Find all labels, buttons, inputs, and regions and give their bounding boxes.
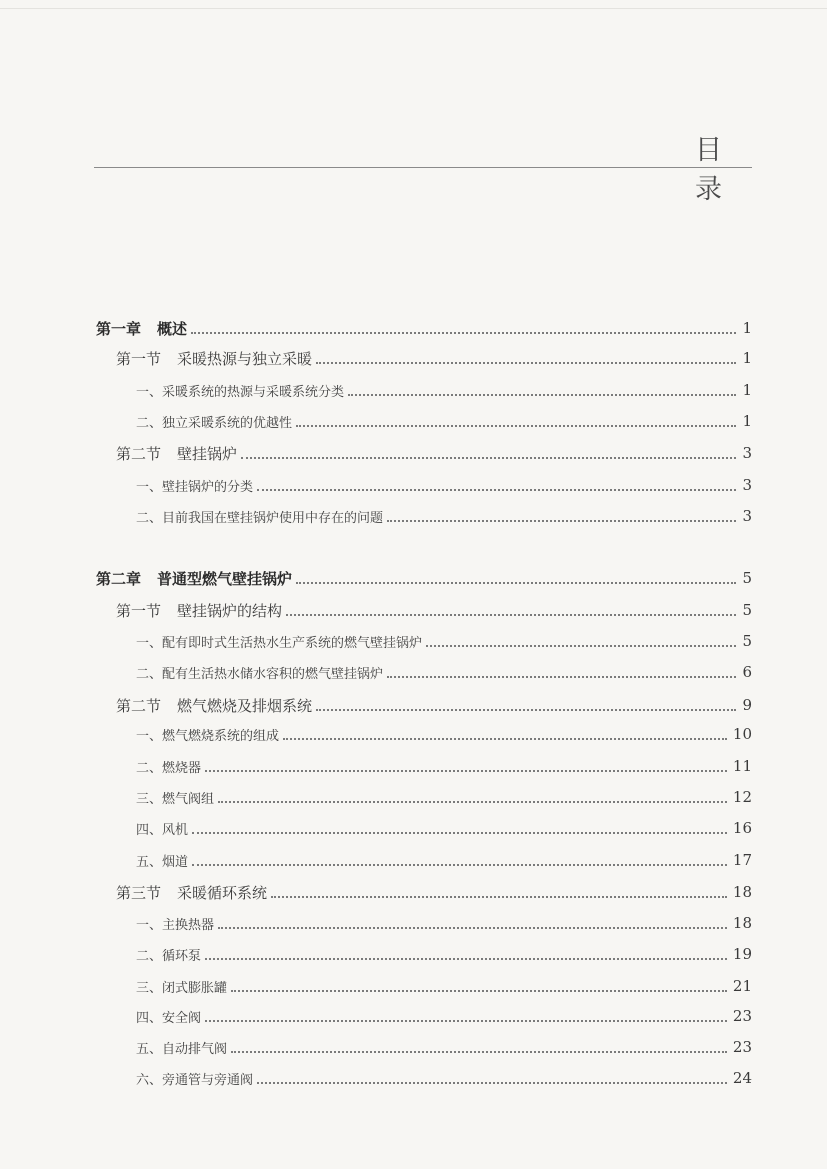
toc-page-number: 11 [732, 757, 752, 775]
toc-page-number: 10 [732, 725, 752, 743]
toc-entry-text: 配有即时式生活热水生产系统的燃气壁挂锅炉 [162, 635, 423, 651]
toc-entry-text: 燃气燃烧系统的组成 [162, 728, 280, 744]
toc-entry-text: 循环泵 [162, 948, 202, 964]
toc-entry-number: 五、 [136, 854, 163, 870]
toc-entry-number: 一、 [136, 479, 163, 495]
toc-entry-text: 普通型燃气壁挂锅炉 [157, 569, 293, 588]
toc-entry-label [116, 348, 312, 369]
toc-entry-label [136, 851, 188, 870]
toc-entry-text: 独立采暖系统的优越性 [162, 415, 293, 431]
toc-entry-number: 第三节 [116, 883, 162, 902]
toc-entry [136, 629, 752, 653]
toc-entry-number: 五、 [136, 1041, 163, 1057]
toc-entry-text: 燃烧器 [162, 760, 202, 776]
toc-page-number: 1 [742, 381, 752, 399]
toc-entry-text: 目前我国在壁挂锅炉使用中存在的问题 [162, 510, 384, 526]
toc-entry-text: 壁挂锅炉 [177, 444, 238, 463]
toc-entry-number: 三、 [136, 791, 163, 807]
leader-dots [286, 613, 736, 616]
toc-entry-text: 壁挂锅炉的分类 [162, 479, 254, 495]
leader-dots [316, 361, 736, 364]
toc-entry-text: 闭式膨胀罐 [162, 980, 228, 996]
toc-page-number: 18 [732, 914, 752, 932]
leader-dots [387, 519, 736, 522]
page-title: 目 录 [695, 135, 750, 205]
toc-entry-number: 第一节 [116, 349, 162, 368]
toc-entry [136, 473, 752, 497]
toc-entry-label [136, 632, 422, 651]
toc-entry-label [136, 381, 344, 400]
toc-entry-label [136, 476, 253, 495]
leader-dots [205, 769, 727, 772]
toc-entry-text: 壁挂锅炉的结构 [177, 601, 283, 620]
toc-entry [116, 880, 752, 904]
toc-entry-number: 四、 [136, 1010, 163, 1026]
toc-entry-label [96, 318, 187, 339]
toc-entry-number: 二、 [136, 760, 163, 776]
toc-entry-number: 二、 [136, 666, 163, 682]
toc-entry-label [136, 725, 279, 744]
leader-dots [231, 989, 727, 992]
toc-entry-text: 配有生活热水储水容积的燃气壁挂锅炉 [162, 666, 384, 682]
toc-entry-label [136, 945, 201, 964]
toc-entry-number: 四、 [136, 822, 163, 838]
leader-dots [218, 926, 727, 929]
toc-entry-text: 采暖热源与独立采暖 [177, 349, 313, 368]
toc-page-number: 21 [732, 977, 752, 995]
toc-entry [136, 1035, 752, 1059]
toc-page-number: 16 [732, 819, 752, 837]
toc-entry [136, 848, 752, 872]
toc-entry [96, 316, 752, 340]
toc-page-number: 23 [732, 1038, 752, 1056]
toc-entry-text: 概述 [157, 319, 188, 338]
toc-page-number: 12 [732, 788, 752, 806]
toc-entry-label [136, 1007, 201, 1026]
toc-entry-label [136, 977, 227, 996]
toc-entry-label [116, 600, 282, 621]
leader-dots [283, 737, 727, 740]
toc-entry-number: 第一节 [116, 601, 162, 620]
toc-entry-number: 二、 [136, 948, 163, 964]
toc-entry [136, 911, 752, 935]
toc-page-number: 6 [742, 663, 752, 681]
toc-entry [116, 441, 752, 465]
leader-dots [316, 708, 736, 711]
toc-entry [136, 1004, 752, 1028]
toc-entry [116, 346, 752, 370]
toc-page-number: 24 [732, 1069, 752, 1087]
toc-page-number: 1 [742, 349, 752, 367]
leader-dots [205, 1019, 727, 1022]
toc-entry-number: 一、 [136, 917, 163, 933]
leader-dots [296, 581, 736, 584]
toc-entry-text: 烟道 [162, 854, 189, 870]
toc-page-number: 23 [732, 1007, 752, 1025]
leader-dots [192, 831, 727, 834]
toc-page-number: 5 [742, 632, 752, 650]
toc-entry-text: 燃气阀组 [162, 791, 215, 807]
toc-entry-number: 第二节 [116, 696, 162, 715]
toc-entry [96, 566, 752, 590]
toc-entry [136, 816, 752, 840]
toc-entry [136, 378, 752, 402]
toc-page-number: 9 [742, 696, 752, 714]
toc-page-number: 3 [742, 476, 752, 494]
toc-entry-label [136, 819, 188, 838]
toc-entry-number: 第二节 [116, 444, 162, 463]
toc-page-number: 3 [742, 507, 752, 525]
toc-entry [136, 754, 752, 778]
toc-entry-label [136, 914, 214, 933]
toc-entry [136, 1066, 752, 1090]
toc-page-number: 5 [742, 569, 752, 587]
toc-entry [136, 660, 752, 684]
toc-page-number: 1 [742, 412, 752, 430]
toc-entry-text: 安全阀 [162, 1010, 202, 1026]
leader-dots [192, 863, 727, 866]
leader-dots [257, 488, 736, 491]
toc-entry [136, 942, 752, 966]
toc-entry-number: 一、 [136, 384, 163, 400]
leader-dots [218, 800, 727, 803]
toc-page-number: 19 [732, 945, 752, 963]
toc-entry-text: 自动排气阀 [162, 1041, 228, 1057]
toc-entry-text: 旁通管与旁通阀 [162, 1072, 254, 1088]
toc-entry-text: 风机 [162, 822, 189, 838]
leader-dots [426, 644, 736, 647]
leader-dots [205, 957, 727, 960]
toc-entry-label [116, 443, 237, 464]
toc-entry-text: 主换热器 [162, 917, 215, 933]
toc-entry [116, 598, 752, 622]
toc-entry-number: 二、 [136, 510, 163, 526]
toc-entry [116, 693, 752, 717]
toc-entry [136, 409, 752, 433]
toc-entry [136, 785, 752, 809]
leader-dots [348, 393, 736, 396]
toc-entry-text: 采暖循环系统 [177, 883, 268, 902]
leader-dots [191, 331, 736, 334]
toc-entry-number: 二、 [136, 415, 163, 431]
toc-entry-label [96, 568, 292, 589]
leader-dots [231, 1050, 727, 1053]
toc-page-number: 17 [732, 851, 752, 869]
toc-entry-text: 采暖系统的热源与采暖系统分类 [162, 384, 345, 400]
toc-entry-number: 第二章 [96, 569, 142, 588]
toc-entry-label [136, 412, 292, 431]
toc-entry [136, 722, 752, 746]
toc-entry-number: 第一章 [96, 319, 142, 338]
leader-dots [257, 1081, 727, 1084]
toc-entry [136, 504, 752, 528]
toc-entry-label [136, 1069, 253, 1088]
leader-dots [387, 675, 736, 678]
toc-page-number: 5 [742, 601, 752, 619]
toc-page-number: 1 [742, 319, 752, 337]
toc-entry-label [136, 757, 201, 776]
toc-page-number: 18 [732, 883, 752, 901]
toc-entry-label [116, 695, 312, 716]
toc-entry-number: 三、 [136, 980, 163, 996]
toc-entry-number: 一、 [136, 728, 163, 744]
toc-entry-label [136, 1038, 227, 1057]
toc-entry-text: 燃气燃烧及排烟系统 [177, 696, 313, 715]
toc-entry [136, 974, 752, 998]
toc-entry-label [136, 507, 383, 526]
leader-dots [296, 424, 736, 427]
toc-page-number: 3 [742, 444, 752, 462]
toc-entry-label [136, 663, 383, 682]
toc-entry-number: 六、 [136, 1072, 163, 1088]
toc-entry-number: 一、 [136, 635, 163, 651]
leader-dots [241, 456, 736, 459]
leader-dots [271, 895, 727, 898]
toc-entry-label [116, 882, 267, 903]
toc-entry-label [136, 788, 214, 807]
